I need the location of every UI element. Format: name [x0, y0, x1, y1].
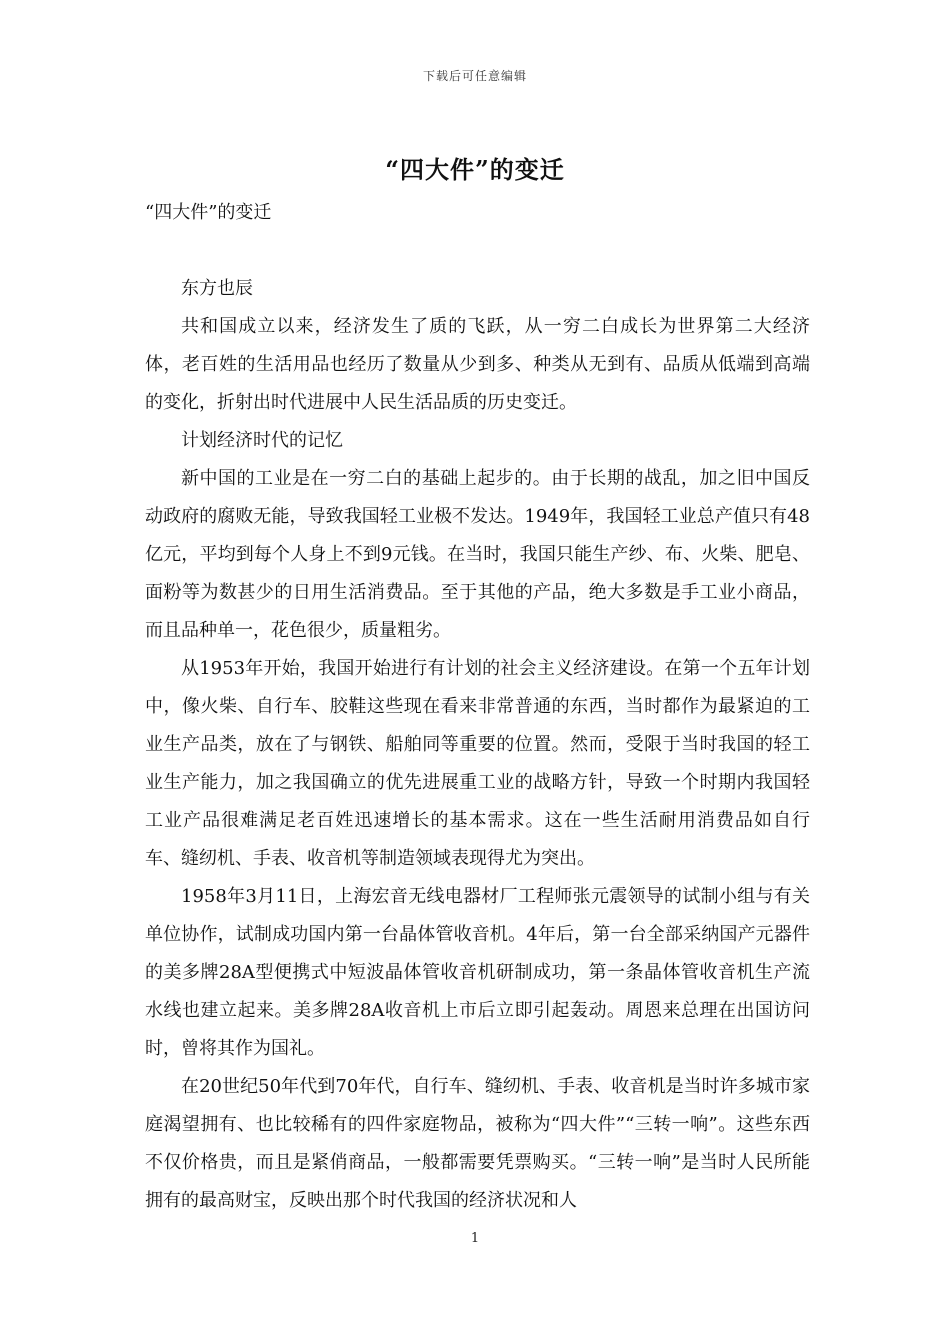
document-title: “四大件”的变迁 — [385, 155, 565, 184]
document-body — [145, 194, 810, 1220]
author-line: 东方也辰 — [181, 278, 253, 299]
paragraph-five-year-plan: 从1953年开始，我国开始进行有计划的社会主义经济建设。在第一个五年计划中，像火柴、自行车、胶鞋这些现在看来非常普通的东西，当时都作为最紧迫的工业生产品类，放在了与钢铁、船舶同等重要的位置。然而，受限于当时我国的轻工业生产能力，加之我国确立的优先进展重工业的战略方针，导致一个时期内我国轻工业产品很难满足老百姓迅速增长的基本需求。这在一些生活耐用消费品如自行车、缝纫机、手表、收音机等制造领域表现得尤为突出。 — [145, 658, 810, 869]
paragraph-intro: 共和国成立以来，经济发生了质的飞跃，从一穷二白成长为世界第二大经济体，老百姓的生活用品也经历了数量从少到多、种类从无到有、品质从低端到高端的变化，折射出时代进展中人民生活品质的历史变迁。 — [145, 316, 810, 413]
page-number: 1 — [470, 1231, 480, 1246]
paragraph-industry-start: 新中国的工业是在一穷二白的基础上起步的。由于长期的战乱，加之旧中国反动政府的腐败无能，导致我国轻工业极不发达。1949年，我国轻工业总产值只有48亿元，平均到每个人身上不到9元钱。在当时，我国只能生产纱、布、火柴、肥皂、面粉等为数甚少的日用生活消费品。至于其他的产品，绝大多数是手工业小商品，而且品种单一，花色很少，质量粗劣。 — [145, 468, 810, 641]
document-subtitle: “四大件”的变迁 — [145, 202, 272, 223]
paragraph-transistor-radio: 1958年3月11日，上海宏音无线电器材厂工程师张元震领导的试制小组与有关单位协作，试制成功国内第一台晶体管收音机。4年后，第一台全部采纳国产元器件的美多牌28A型便携式中短波晶体管收音机研制成功，第一条晶体管收音机生产流水线也建立起来。美多牌28A收音机上市后立即引起轰动。周恩来总理在出国访问时，曾将其作为国礼。 — [145, 886, 810, 1059]
header-note: 下载后可任意编辑 — [422, 69, 527, 83]
section-heading: 计划经济时代的记忆 — [181, 430, 343, 451]
paragraph-four-big-items: 在20世纪50年代到70年代，自行车、缝纫机、手表、收音机是当时许多城市家庭渴望拥有、也比较稀有的四件家庭物品，被称为“四大件”“三转一响”。这些东西不仅价格贵，而且是紧俏商品，一般都需要凭票购买。“三转一响”是当时人民所能拥有的最高财宝，反映出那个时代我国的经济状况和人 — [145, 1076, 810, 1211]
